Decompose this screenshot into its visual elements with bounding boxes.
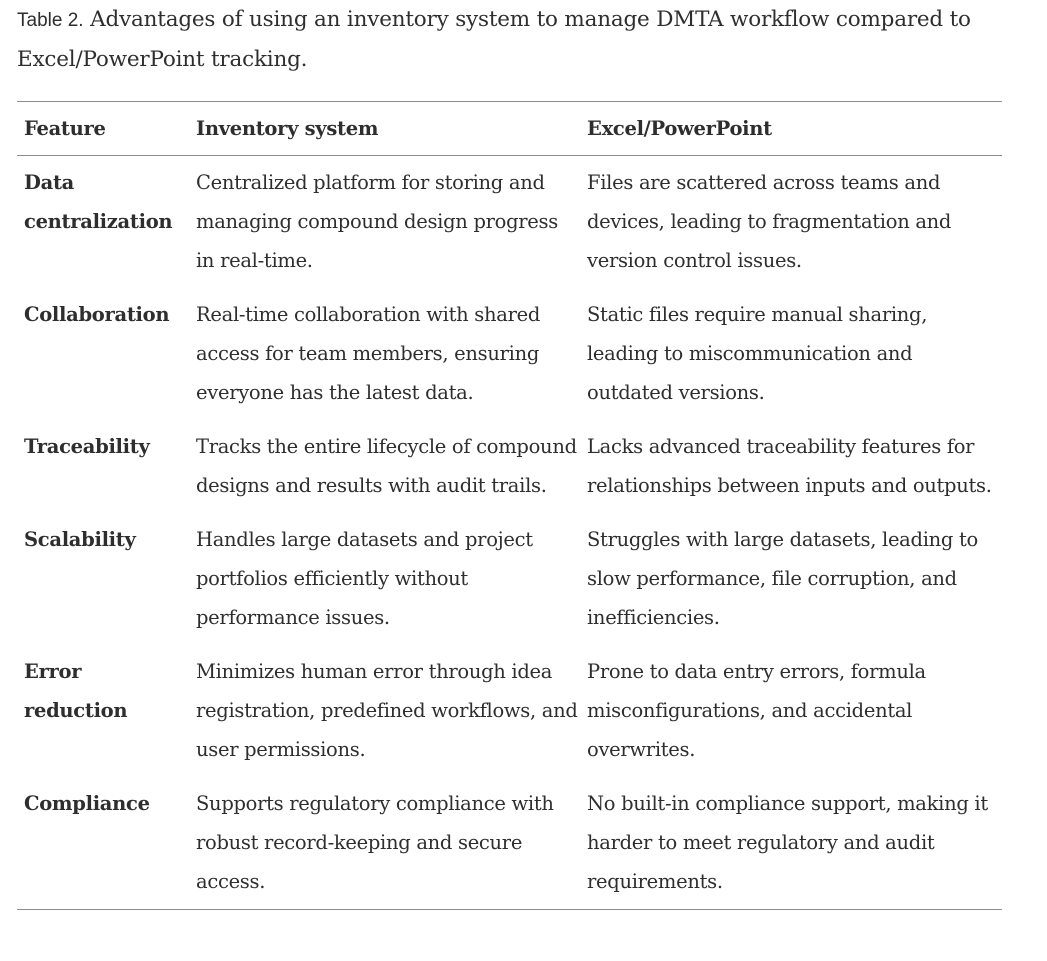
excel-cell: Struggles with large datasets, leading to slow performance, file corruption, and inefficiencies. <box>587 528 978 629</box>
table-caption <box>17 0 1027 79</box>
excel-cell: No built-in compliance support, making it harder to meet regulatory and audit requirements. <box>587 792 988 893</box>
header-feature: Feature <box>24 117 106 140</box>
inventory-cell: Handles large datasets and project portfolios efficiently without performance issues. <box>196 528 533 629</box>
table-row <box>17 288 1002 420</box>
feature-cell: Data centralization <box>24 171 173 233</box>
inventory-cell: Centralized platform for storing and managing compound design progress in real-time. <box>196 171 558 272</box>
inventory-cell: Supports regulatory compliance with robust record-keeping and secure access. <box>196 792 554 893</box>
feature-cell: Traceability <box>24 435 150 458</box>
inventory-cell: Minimizes human error through idea registration, predefined workflows, and user permissions. <box>196 660 578 761</box>
feature-cell: Scalability <box>24 528 136 551</box>
feature-cell: Compliance <box>24 792 150 815</box>
inventory-cell: Real-time collaboration with shared access for team members, ensuring everyone has the latest data. <box>196 303 541 404</box>
excel-cell: Files are scattered across teams and devices, leading to fragmentation and version control issues. <box>587 171 952 272</box>
table-row <box>17 645 1002 777</box>
table-label: Table 2. <box>17 10 84 31</box>
feature-cell: Error reduction <box>24 660 128 722</box>
excel-cell: Prone to data entry errors, formula misconfigurations, and accidental overwrites. <box>587 660 926 761</box>
caption-text: Advantages of using an inventory system to manage DMTA workflow compared to Excel/PowerPoint tracking. <box>17 7 971 72</box>
table-row <box>17 420 1002 513</box>
table-row <box>17 513 1002 645</box>
inventory-cell: Tracks the entire lifecycle of compound designs and results with audit trails. <box>196 435 577 497</box>
header-excel-powerpoint: Excel/PowerPoint <box>587 117 772 140</box>
header-inventory-system: Inventory system <box>196 117 379 140</box>
table-row <box>17 777 1002 910</box>
excel-cell: Static files require manual sharing, leading to miscommunication and outdated versions. <box>587 303 928 404</box>
table-row <box>17 156 1002 289</box>
header-row <box>17 102 1002 156</box>
feature-cell: Collaboration <box>24 303 170 326</box>
comparison-table <box>17 101 1002 910</box>
excel-cell: Lacks advanced traceability features for relationships between inputs and outputs. <box>587 435 992 497</box>
